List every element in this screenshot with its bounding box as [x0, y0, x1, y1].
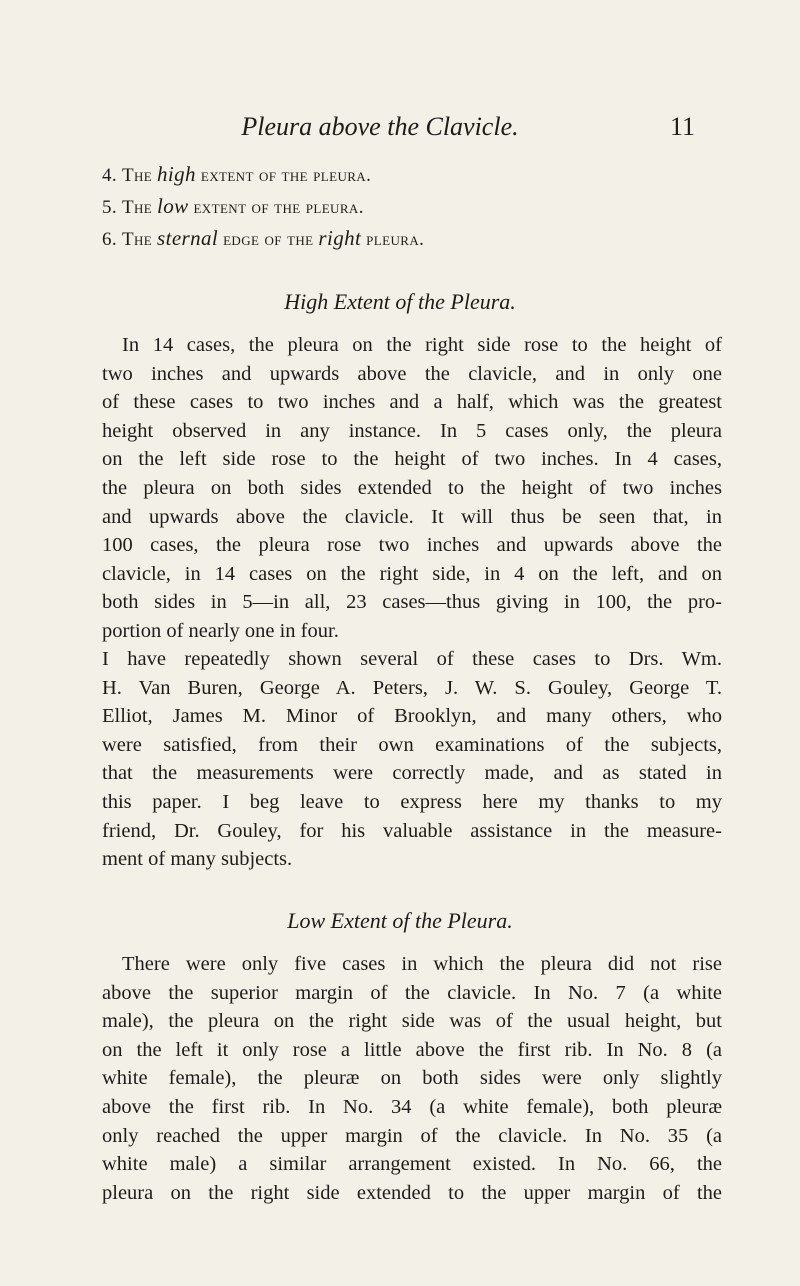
- text-line: white male) a similar arrangement existed. In No. 66, the: [102, 1153, 722, 1176]
- running-head: [100, 112, 660, 146]
- running-title: Pleura above the Clavicle.: [241, 112, 519, 141]
- section-heading-low-extent: Low Extent of the Pleura.: [287, 908, 513, 933]
- topic-item: 5. The low extent of the pleura.: [102, 194, 364, 218]
- text-line: Elliot, James M. Minor of Brooklyn, and many others, who: [102, 705, 722, 728]
- text-line: above the superior margin of the clavicle. In No. 7 (a white: [102, 981, 722, 1004]
- text-line: above the first rib. In No. 34 (a white female), both pleuræ: [102, 1095, 722, 1118]
- text-line: height observed in any instance. In 5 cases only, the pleura: [102, 419, 722, 442]
- text-line: two inches and upwards above the clavicle, and in only one: [102, 362, 722, 385]
- text-line: clavicle, in 14 cases on the right side, in 4 on the left, and on: [102, 562, 722, 585]
- text-line: on the left it only rose a little above the first rib. In No. 8 (a: [102, 1038, 722, 1061]
- page-number: 11: [670, 112, 696, 141]
- section-heading-high-extent: High Extent of the Pleura.: [284, 289, 516, 314]
- text-line: of these cases to two inches and a half, which was the greatest: [102, 391, 722, 414]
- text-line: were satisfied, from their own examinations of the subjects,: [102, 733, 722, 756]
- text-line: that the measurements were correctly made, and as stated in: [102, 762, 722, 785]
- paragraph: [102, 331, 722, 646]
- text-line: H. Van Buren, George A. Peters, J. W. S. Gouley, George T.: [102, 676, 722, 699]
- text-line: only reached the upper margin of the clavicle. In No. 35 (a: [102, 1124, 722, 1147]
- text-line: I have repeatedly shown several of these cases to Drs. Wm.: [102, 648, 722, 670]
- text-line: and upwards above the clavicle. It will thus be seen that, in: [102, 505, 722, 528]
- text-line: portion of nearly one in four.: [102, 619, 339, 642]
- text-line: the pleura on both sides extended to the height of two inches: [102, 476, 722, 499]
- text-line: In 14 cases, the pleura on the right side rose to the height of: [122, 334, 722, 356]
- paragraph: [102, 645, 722, 874]
- text-line: this paper. I beg leave to express here my thanks to my: [102, 790, 722, 813]
- paragraph: [102, 950, 722, 1207]
- text-line: There were only five cases in which the pleura did not rise: [122, 953, 722, 975]
- topic-item: 4. The high extent of the pleura.: [102, 162, 372, 186]
- text-line: ment of many subjects.: [102, 848, 293, 871]
- text-line: male), the pleura on the right side was of the usual height, but: [102, 1010, 722, 1033]
- text-line: both sides in 5—in all, 23 cases—thus giving in 100, the pro-: [102, 591, 722, 614]
- text-line: friend, Dr. Gouley, for his valuable assistance in the measure-: [102, 819, 722, 842]
- text-line: pleura on the right side extended to the upper margin of the: [102, 1181, 722, 1204]
- text-line: on the left side rose to the height of two inches. In 4 cases,: [102, 448, 722, 471]
- topic-list: [102, 159, 702, 255]
- text-line: 100 cases, the pleura rose two inches and upwards above the: [102, 534, 722, 557]
- topic-item: 6. The sternal edge of the right pleura.: [102, 226, 425, 250]
- text-line: white female), the pleuræ on both sides were only slightly: [102, 1067, 722, 1090]
